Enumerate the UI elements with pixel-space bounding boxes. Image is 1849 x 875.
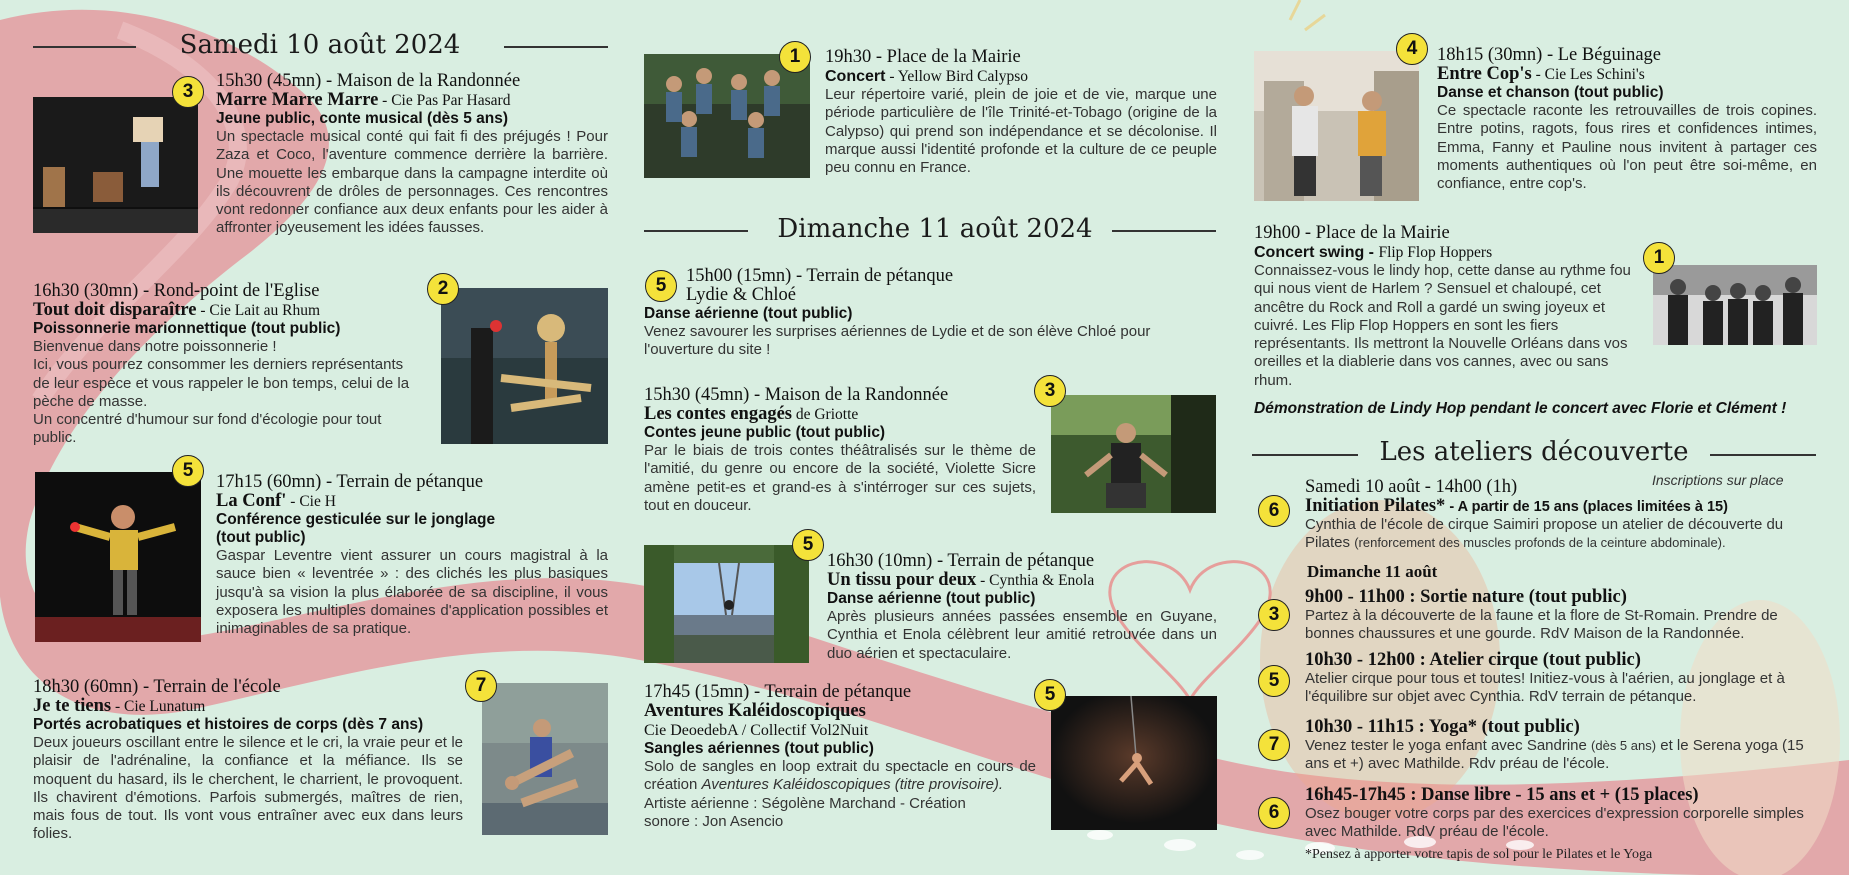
event-title: Aventures Kaléidoscopiques [644,701,866,721]
location-badge: 5 [1258,665,1290,697]
event-time-place: 19h30 - Place de la Mairie [825,47,1021,67]
atelier-cirque [1305,651,1830,707]
event-genre: Danse et chanson (tout public) [1437,84,1664,101]
event-genre: Portés acrobatiques et histoires de corps (dès 7 ans) [33,716,424,733]
event-description: Ce spectacle raconte les retrouvailles de trois copines. Entre potins, ragots, fous rires et confidences intimes, Emma, Fanny et Pauline nous invitent à partager ces moments authentiques où l'on peut être soi-même, en confiance, entre cop's. [1437,102,1817,193]
event-name [216,492,608,511]
event-time-place: 15h30 (45mn) - Maison de la Randonnée [644,385,949,405]
event-company: - Cynthia & Enola [976,572,1095,589]
atelier-description: Osez bouger votre corps par des exercices d'expression corporelle simples avec Mathilde. RdV préau de l'école. [1305,805,1804,841]
atelier-name [1305,497,1825,516]
event-time-place: 15h00 (15mn) - Terrain de pétanque [686,266,954,286]
event-time-place: 18h15 (30mn) - Le Béguinage [1437,45,1661,65]
atelier-title: 10h30 - 12h00 : Atelier cirque (tout public) [1305,650,1641,670]
event-time-place: 18h30 (60mn) - Terrain de l'école [33,677,281,697]
atelier-title: 10h30 - 11h15 : Yoga* (tout public) [1305,717,1580,737]
event-title: Entre Cop's [1437,64,1532,84]
event-description-2: Ici, vous pourrez consommer les derniers représentants de leur espèce et vous rappeler le bon temps, celui de la pèche de masse. [33,356,410,410]
event-contes-engages [644,386,1036,515]
event-name: Lydie & Chloé [686,285,796,305]
atelier-description: Partez à la découverte de la faune et la flore de St-Romain. Prendre de bonnes chaussures et une gourde. RdV Maison de la Randonnée. [1305,607,1778,643]
event-company: - Cie Pas Par Hasard [378,92,511,109]
event-description: Après plusieurs années passées ensemble en Guyane, Cynthia et Enola célèbrent leur amitié retrouvée dans un duo aérien et spectaculaire. [827,608,1217,662]
event-company: - Cie H [286,493,336,510]
event-time-place: 16h30 (10mn) - Terrain de pétanque [827,551,1095,571]
event-name [1254,243,1634,262]
event-description: Par le biais de trois contes théâtralisés sur le thème de l'amitié, du genre ou encore de la société, Violette Sicre amène petit-es et grand-es à s'intérroger sur ces sujets, tout en douceur. [644,442,1036,514]
event-un-tissu-pour-deux [827,552,1217,663]
sunday-ateliers-subheader: Dimanche 11 août [1307,562,1438,581]
location-badge: 5 [645,270,677,302]
atelier-description [1305,737,1830,774]
photo-marre-marre-marre [33,97,198,233]
location-badge: 3 [172,76,204,108]
location-badge: 3 [1034,375,1066,407]
event-time-place: 16h30 (30mn) - Rond-point de l'Eglise [33,281,320,301]
event-title: Je te tiens [33,696,112,716]
event-aventures-kaleidoscopiques [644,683,1036,831]
event-name [827,571,1217,590]
event-title: Concert swing - [1254,244,1379,261]
event-name [33,697,463,716]
photo-aventures-kaleidoscopiques [1051,696,1217,830]
location-badge: 2 [427,273,459,305]
event-flip-flop-hoppers [1254,224,1634,390]
event-genre: Sangles aériennes (tout public) [644,740,874,757]
event-genre: Contes jeune public (tout public) [644,424,886,441]
atelier-title: 9h00 - 11h00 : Sortie nature (tout public) [1305,587,1627,607]
event-genre: Poissonnerie marionnettique (tout public) [33,320,341,337]
atelier-description-text: Venez tester le yoga enfant avec Sandrine [1305,737,1592,754]
event-name [33,301,423,320]
location-badge: 6 [1258,797,1290,829]
event-time-place: 15h30 (45mn) - Maison de la Randonnée [216,71,521,91]
event-company: - Cie Les Schini's [1531,66,1645,83]
location-badge: 5 [1034,679,1066,711]
event-description: Connaissez-vous le lindy hop, cette danse au rythme fou qui nous vient de Harlem ? Sensuel et chaloupé, cet ancêtre du Rock and Roll a gardé un swing joyeux et cuivré. Les Flip Flop Hoppers en sont les fiers représentants. Ils mettront la Nouvelle Orléans dans vos oreilles et la diablerie dans vos cannes, avec ou sans rhum. [1254,262,1631,389]
event-company: Cie DeoedebA / Collectif Vol2Nuit [644,722,869,739]
atelier-title: 16h45-17h45 : Danse libre - 15 ans et + (15 places) [1305,785,1699,805]
event-title: Marre Marre Marre [216,90,379,110]
event-description-italic: Aventures Kaléidoscopiques (titre provisoire). [701,776,1004,794]
lindy-hop-demo-note: Démonstration de Lindy Hop pendant le concert avec Florie et Clément ! [1254,400,1787,417]
photo-la-conf [35,472,201,642]
event-name [1437,65,1817,84]
atelier-description: Atelier cirque pour tous et toutes! Initiez-vous à l'aérien, au jonglage et à l'équilibre sur objet avec Cynthia. RdV terrain de pétanque. [1305,670,1785,706]
event-description: Leur répertoire varié, plein de joie et de vie, marque une période particulière de l'île Trinité-et-Tobago (origine de la Calypso) qui prend son indépendance et se décolonise. Il marque aussi l'identité profonde et la culture de ce peuple peu connu en France. [825,86,1217,177]
location-badge: 7 [1258,729,1290,761]
event-je-te-tiens [33,678,463,844]
event-description: Venez savourer les surprises aériennes de Lydie et de son élève Chloé pour l'ouverture du site ! [644,323,1151,359]
footnote: *Pensez à apporter votre tapis de sol pour le Pilates et le Yoga [1305,847,1653,862]
location-badge: 1 [779,41,811,73]
photo-je-te-tiens [482,683,608,835]
event-company: de Griotte [791,406,859,423]
location-badge: 6 [1258,495,1290,527]
event-yellow-bird-calypso [825,48,1217,177]
event-tout-doit-disparaitre [33,282,423,448]
event-title: Les contes engagés [644,404,792,424]
event-credits: Artiste aérienne : Ségolène Marchand - Création sonore : Jon Asencio [644,794,966,830]
event-genre: Danse aérienne (tout public) [644,305,853,322]
atelier-description-small: (dès 5 ans) [1591,738,1657,753]
atelier-meta: - A partir de 15 ans (places limitées à 15) [1445,499,1728,515]
inscriptions-note: Inscriptions sur place [1652,472,1784,488]
event-genre: Danse aérienne (tout public) [827,590,1036,607]
atelier-pilates [1305,478,1825,553]
event-marre-marre-marre [216,72,608,238]
event-title: La Conf' [216,491,287,511]
event-entre-cops [1437,46,1817,193]
event-la-conf [216,473,608,638]
event-company: - Cie Lait au Rhum [196,302,320,319]
atelier-description-text: Cynthia de l'école de cirque Saimiri propose un atelier de découverte du Pilates [1305,516,1784,552]
event-name [216,91,608,110]
event-company: - Yellow Bird Calypso [885,68,1028,85]
saturday-header: Samedi 10 août 2024 [179,30,461,60]
location-badge: 5 [172,455,204,487]
atelier-title: Initiation Pilates* [1305,496,1446,516]
event-time-place: 17h45 (15mn) - Terrain de pétanque [644,682,912,702]
event-name [825,67,1217,86]
event-time-place: 17h15 (60mn) - Terrain de pétanque [216,472,484,492]
event-description: Gaspar Leventre vient assurer un cours magistral à la sauce bien « leventrée » : des clichés les plus basiques jusqu'à sa vision la plus élaborée de sa discipline, il vous exposera les multiples domaines d'application possibles et inimaginables de sa pratique. [216,547,608,638]
photo-yellow-bird-calypso [644,54,810,178]
atelier-description-text-2: et le Serena yoga (15 ans et +) avec Mathilde. Rdv préau de l'école. [1305,737,1804,773]
photo-flip-flop-hoppers [1653,265,1817,345]
location-badge: 1 [1643,242,1675,274]
atelier-description-small: (renforcement des muscles profonds de la ceinture abdominale). [1354,535,1726,551]
photo-entre-cops [1254,51,1419,201]
location-badge: 5 [792,529,824,561]
atelier-description [1305,516,1825,553]
event-description-3: Un concentré d'humour sur fond d'écologie pour tout public. [33,411,382,447]
sunday-header: Dimanche 11 août 2024 [777,214,1093,244]
event-name [644,405,1036,424]
photo-un-tissu-pour-deux [644,545,809,663]
event-genre: Jeune public, conte musical (dès 5 ans) [216,110,509,127]
atelier-yoga [1305,718,1830,774]
ateliers-header: Les ateliers découverte [1379,437,1689,467]
event-time-place: 19h00 - Place de la Mairie [1254,223,1450,243]
location-badge: 4 [1396,33,1428,65]
event-description [644,758,1036,795]
event-genre: Conférence gesticulée sur le jonglage (tout public) [216,511,496,546]
event-description-text: Solo de sangles en loop extrait du spectacle en cours de création [644,758,1036,794]
photo-tout-doit-disparaitre [441,288,608,444]
atelier-time: Samedi 10 août - 14h00 (1h) [1305,477,1518,497]
event-title: Concert [825,68,886,85]
atelier-sortie-nature [1305,588,1830,644]
location-badge: 3 [1258,599,1290,631]
event-description: Deux joueurs oscillant entre le silence et le cri, la vraie peur et le plaisir de l'adrénaline, la confiance et la méfiance. Ils se moquent du hasard, ils le cherchent, le charrient, le provoquent. Ils chavirent d'émotions. Parfois submergés, maîtres de rien, mais fous de tout. Ils vont vous entraîner avec eux dans leurs folies. [33,734,463,843]
event-lydie-chloe [644,267,1219,360]
event-company: Flip Flop Hoppers [1378,244,1493,261]
atelier-danse-libre [1305,786,1830,842]
event-description-1: Bienvenue dans notre poissonnerie ! [33,338,277,355]
photo-contes-engages [1051,395,1216,513]
location-badge: 7 [465,670,497,702]
event-company: - Cie Lunatum [111,698,206,715]
event-title: Un tissu pour deux [827,570,977,590]
event-title: Tout doit disparaître [33,300,197,320]
event-description: Un spectacle musical conté qui fait fi des préjugés ! Pour Zaza et Coco, l'aventure commence derrière la barrière. Une mouette les embarque dans la campagne interdite où ils découvrent de drôles de personnages. Ces rencontres vont redonner confiance aux deux enfants pour les aider à affronter joyeusement les idées fausses. [216,128,608,237]
